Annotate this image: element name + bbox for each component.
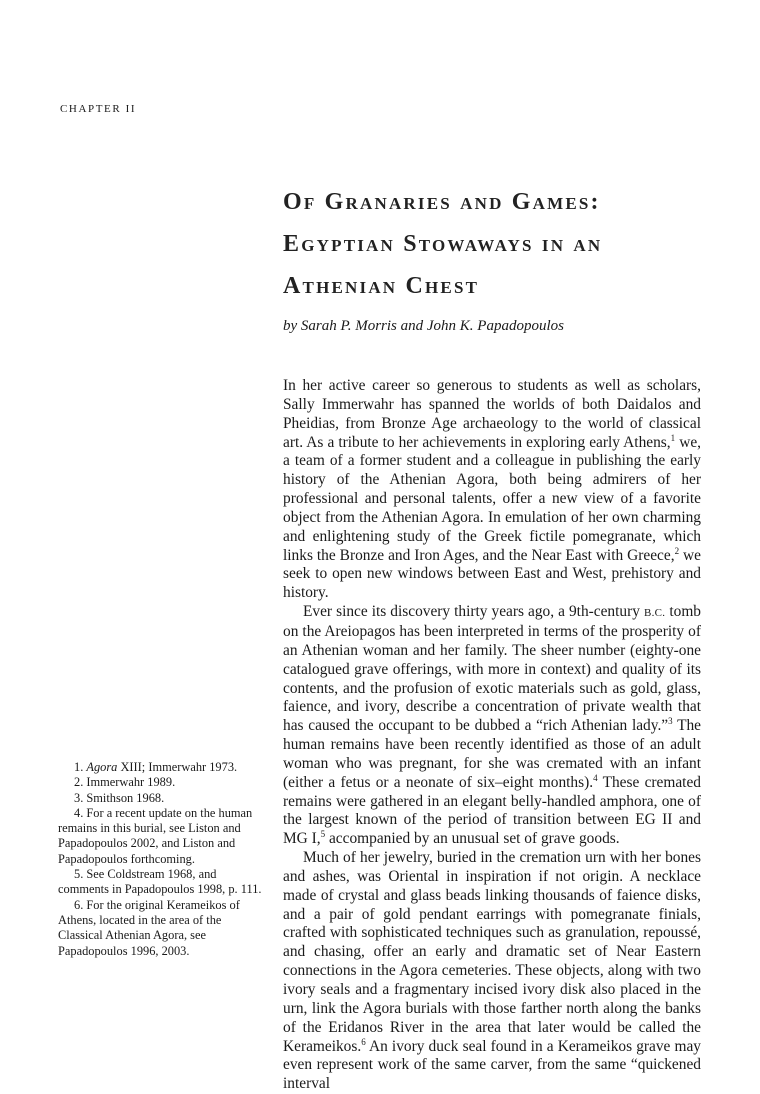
text-run: accompanied by an unusual set of grave goods.	[325, 830, 620, 848]
title-line-1: Of Granaries and Games:	[283, 189, 601, 215]
text-run: Much of her jewelry, buried in the cremation urn with her bones and ashes, was Oriental in inspiration if not origin. A necklace made of crystal and glass beads linking thousands of faience disks, and a pair of gold pendant earrings with pomegranate finials, crafted with sophisticated techniques such as granulation, repoussé, and chasing, offer an early and dramatic set of Near Eastern connections in the Agora cemeteries. These objects, along with two ivory seals and a fragmentary incised ivory disk also placed in the urn, link the Agora burials with those farther north along the banks of the Eridanos River in the area that later would be called the Kerameikos.	[283, 849, 701, 1055]
text-run: An ivory duck seal found in a Kerameikos grave may even represent work of the same carver, from the same “quickened interval	[283, 1037, 701, 1093]
chapter-title	[283, 181, 723, 307]
text-run: we seek to open new windows between East and West, prehistory and history.	[283, 546, 701, 602]
text-run: Ever since its discovery thirty years ago, a 9th-century	[303, 603, 644, 621]
chapter-label: CHAPTER II	[60, 103, 137, 115]
title-line-3: Athenian Chest	[283, 273, 480, 299]
text-run: These cremated remains were gathered in an elegant belly-handled amphora, one of the largest known of the period of transition between EG II and MG I,	[283, 773, 701, 848]
footnote-1	[58, 760, 268, 775]
footnote-2: 2. Immerwahr 1989.	[74, 775, 176, 790]
footnote-ref-3: 3	[668, 716, 673, 727]
paragraph-2	[283, 603, 701, 849]
footnote-italic: Agora	[86, 760, 118, 774]
footnote-ref-5: 5	[320, 829, 326, 840]
text-run: In her active career so generous to students as well as scholars, Sally Immerwahr has spanned the worlds of both Daidalos and Pheidias, from Bronze Age archaeology to the world of classical art. As a tribute to her achievements in exploring early Athens,	[283, 377, 701, 451]
author-byline: by Sarah P. Morris and John K. Papadopoulos	[283, 318, 564, 334]
title-line-2: Egyptian Stowaways in an	[283, 231, 603, 257]
body-text	[283, 377, 701, 1094]
footnote-4: 4. For a recent update on the human remains in this burial, see Liston and Papadopoulos 2002, and Liston and Papadopoulos forthcoming.	[58, 805, 253, 866]
footnote-ref-1: 1	[670, 432, 676, 443]
footnote-ref-6: 6	[361, 1036, 366, 1047]
paragraph-3	[283, 849, 701, 1094]
text-run: The human remains have been recently identified as those of an adult woman who was pregnant, for she was cremated with an infant (either a fetus or a neonate of six–eight months).	[283, 717, 701, 791]
footnote-6: 6. For the original Kerameikos of Athens, located in the area of the Classical Athenian Agora, see Papadopoulos 1996, 2003.	[58, 897, 240, 958]
footnote-ref-2: 2	[674, 545, 680, 556]
footnote-text: XIII; Immerwahr 1973.	[117, 760, 238, 774]
footnote-5: 5. See Coldstream 1968, and comments in Papadopoulos 1998, p. 111.	[58, 867, 262, 897]
footnote-number: 1.	[74, 760, 87, 774]
paragraph-1	[283, 377, 701, 603]
era-abbreviation: B.C.	[643, 607, 666, 620]
text-run: we, a team of a former student and a colleague in publishing the early history of the Athenian Agora, both being admirers of her professional and personal talents, offer a new view of a favorite object from the Athenian Agora. In emulation of her own charming and enlightening study of the Greek fictile pomegranate, which links the Bronze and Iron Ages, and the Near East with Greece,	[283, 433, 701, 564]
footnote-ref-4: 4	[593, 772, 598, 783]
text-run: tomb on the Areiopagos has been interpreted in terms of the prosperity of an Athenian woman and her family. The sheer number (eighty-one catalogued grave offerings, with more in context) and quality of its contents, and the profusion of exotic materials such as gold, glass, faience, and ivory, describe a concentration of private wealth that has caused the occupant to be dubbed a “rich Athenian lady.”	[283, 603, 701, 735]
footnote-3: 3. Smithson 1968.	[74, 790, 165, 805]
footnotes	[58, 760, 268, 959]
